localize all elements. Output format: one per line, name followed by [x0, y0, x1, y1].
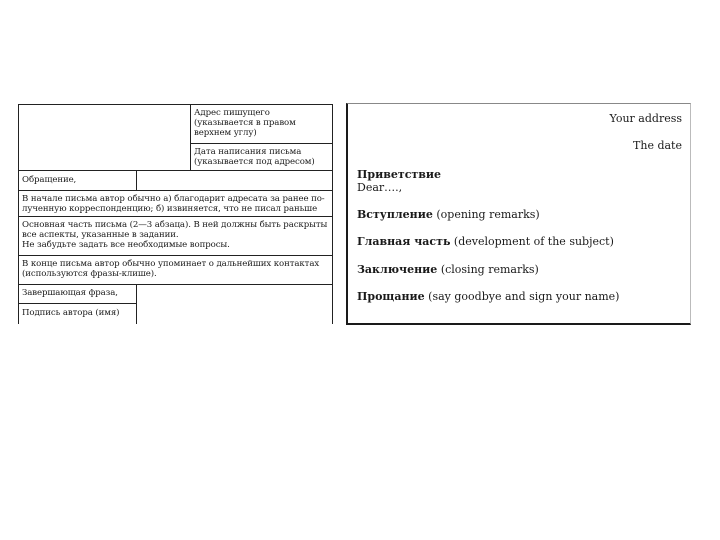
main-hint: (development of the subject): [453, 235, 614, 248]
opening-cell: В начале письма автор обычно а) благодарит адресата за ранее по- лученную корреспонденцию; б) извиняется, что не писал раньше: [22, 194, 325, 215]
date-label: The date: [633, 139, 682, 152]
main-line: [357, 235, 614, 248]
table-divider: [18, 190, 333, 191]
table-divider: [18, 170, 333, 171]
intro-hint: (opening remarks): [436, 208, 540, 221]
conclusion-hint: (closing remarks): [440, 263, 539, 276]
conclusion-label: Заключение: [357, 263, 438, 276]
table-divider: [18, 284, 333, 285]
farewell-hint: (say goodbye and sign your name): [428, 290, 620, 303]
farewell-line: [357, 290, 619, 303]
signature-cell: Подпись автора (имя): [22, 308, 120, 318]
closing-contacts-cell: В конце письма автор обычно упоминает о дальнейших контактах (используются фразы-клише).: [22, 259, 320, 280]
table-divider: [18, 255, 333, 256]
intro-label: Вступление: [357, 208, 433, 221]
farewell-label: Прощание: [357, 290, 425, 303]
intro-line: [357, 208, 540, 221]
table-divider: [190, 143, 333, 144]
address-label: Your address: [609, 112, 682, 125]
table-border-top: [18, 104, 333, 105]
date-cell: Дата написания письма (указывается под адресом): [194, 147, 315, 168]
table-divider: [136, 170, 137, 190]
letter-template-table: [18, 104, 333, 324]
table-border-left: [18, 104, 19, 324]
letter-structure-panel: [346, 103, 691, 325]
table-divider: [190, 104, 191, 170]
table-divider: [136, 284, 137, 324]
greeting-text: Dear….,: [357, 181, 403, 194]
salutation-cell: Обращение,: [22, 175, 77, 185]
conclusion-line: [357, 263, 539, 276]
table-divider: [18, 216, 333, 217]
greeting-label: Приветствие: [357, 168, 442, 181]
main-body-cell: Основная часть письма (2—3 абзаца). В ней должны быть раскрыты все аспекты, указанные в задании. Не забудьте задать все необходимые вопросы.: [22, 220, 328, 251]
table-divider: [18, 303, 137, 304]
sender-address-cell: Адрес пишущего (указывается в правом верхнем углу): [194, 108, 296, 139]
main-label: Главная часть: [357, 235, 451, 248]
closing-phrase-cell: Завершающая фраза,: [22, 288, 118, 298]
table-border-right: [332, 104, 333, 324]
